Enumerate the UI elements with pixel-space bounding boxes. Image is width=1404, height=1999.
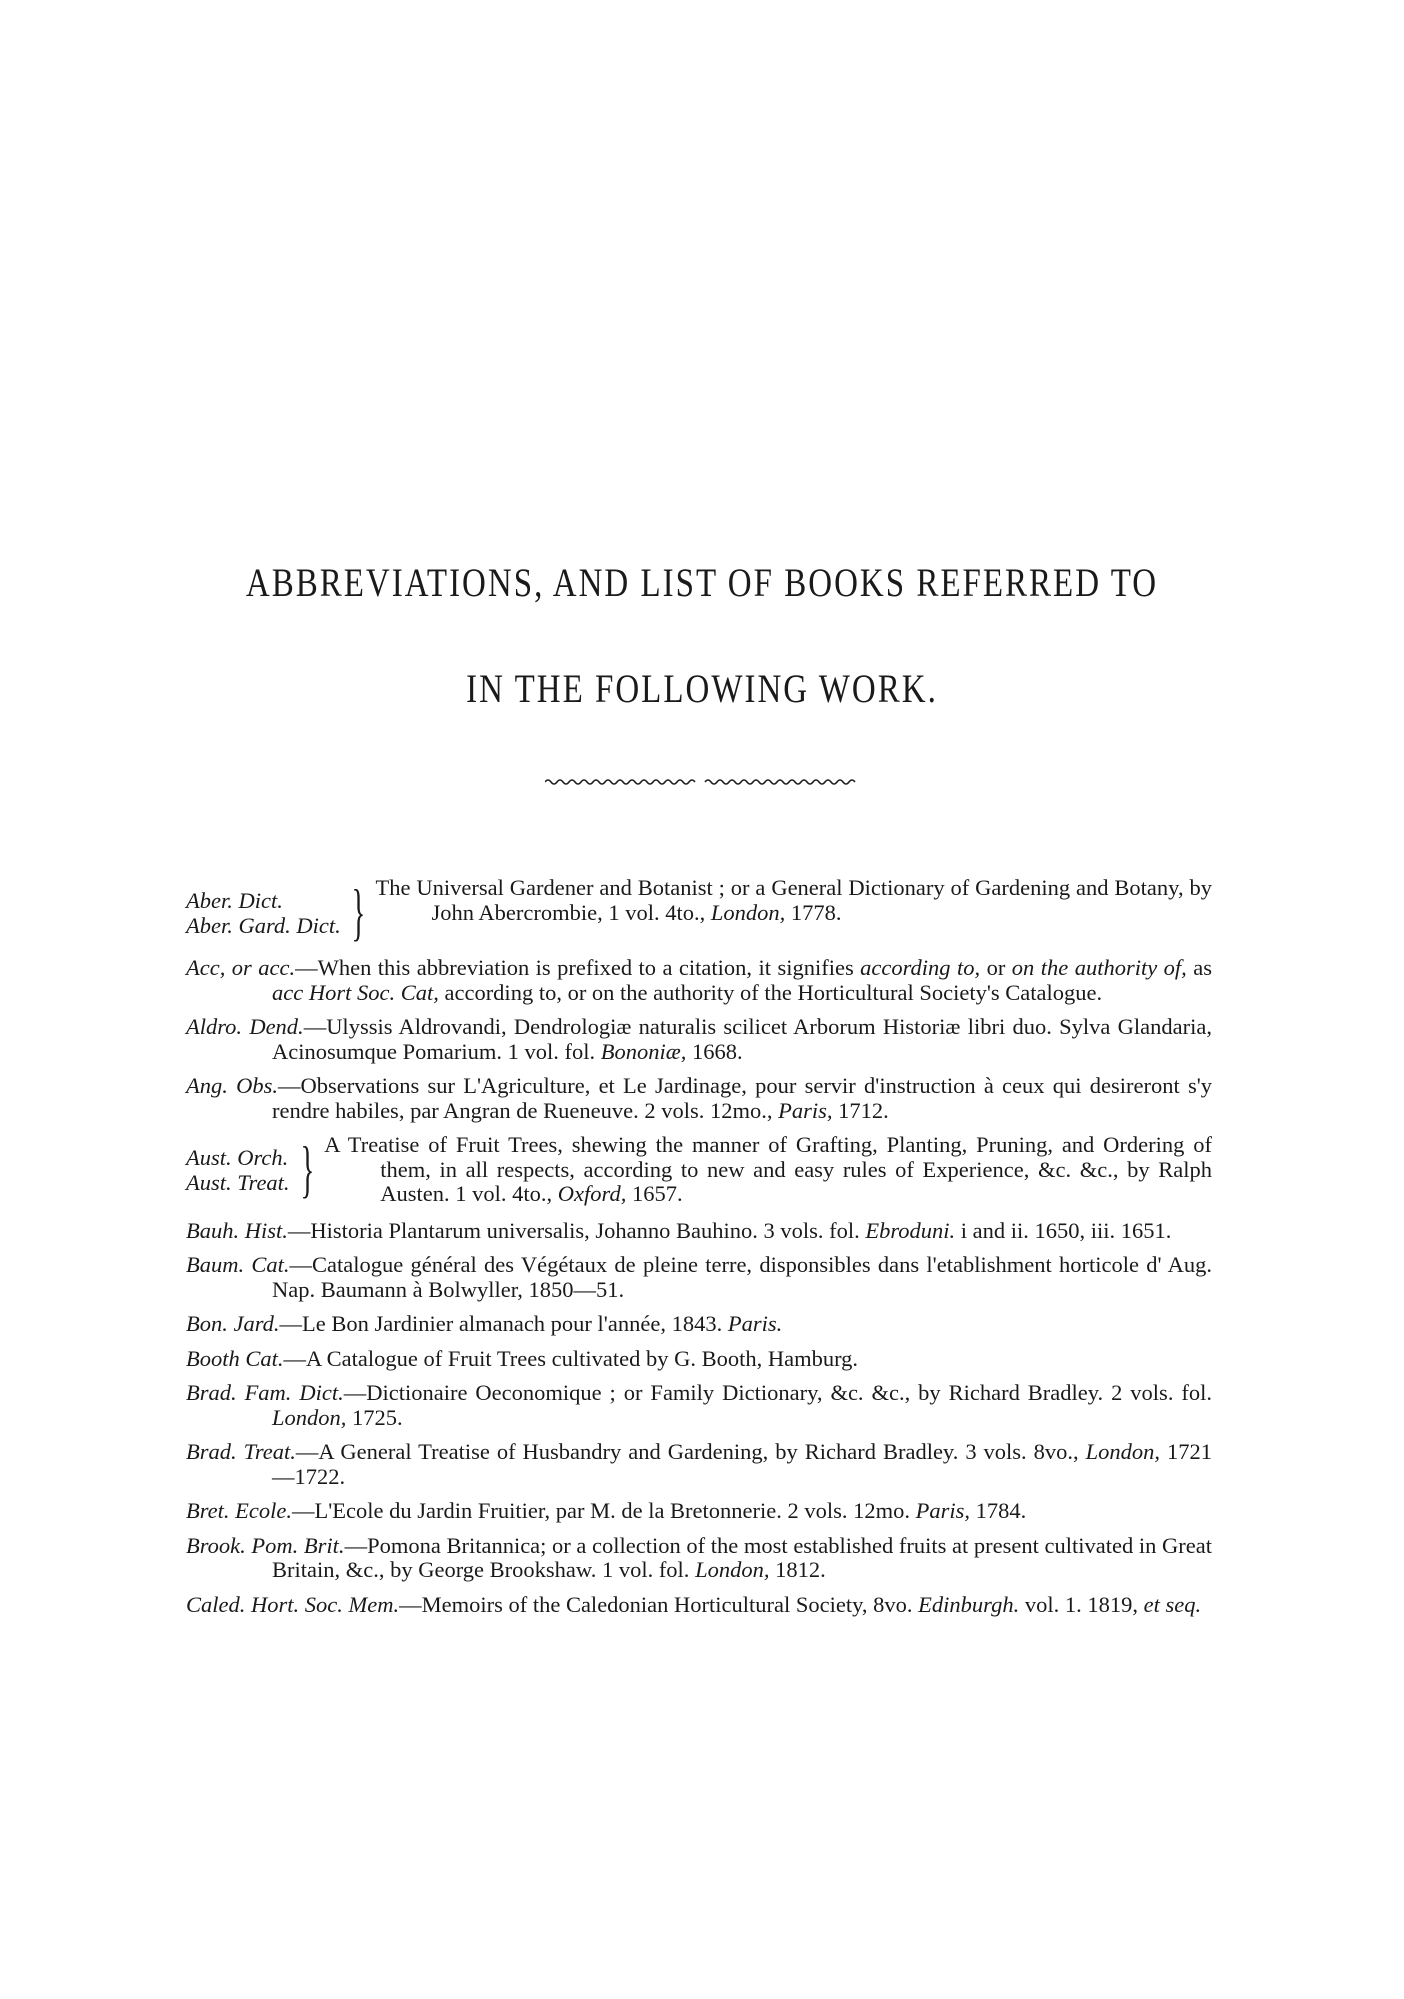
list-item: Baum. Cat.—Catalogue général des Végétaux de pleine terre, disponsibles dans l'etablishment horticole d' Aug. Nap. Baumann à Bolwyller, 1850—51. [186, 1252, 1212, 1302]
list-item: Acc, or acc.—When this abbreviation is prefixed to a citation, it signifies according to, or on the authority of, as acc Hort Soc. Cat, according to, or on the authority of the Horticultural Society's Catalogue. [186, 955, 1212, 1005]
entry-place: Oxford, [557, 1181, 627, 1206]
entry-abbreviation: Caled. Hort. Soc. Mem. [186, 1591, 400, 1617]
list-item: Bon. Jard.—Le Bon Jardinier almanach pour l'année, 1843. Paris. [186, 1311, 783, 1336]
brace-icon: } [351, 876, 366, 947]
wavy-rule-ornament [545, 776, 859, 788]
entry-text: Le Bon Jardinier almanach pour l'année, 1843. [302, 1311, 728, 1336]
list-item [186, 1133, 1212, 1207]
entry-place: Paris, [915, 1498, 971, 1523]
entry-text: Catalogue général des Végétaux de pleine terre, disponsibles dans l'etablishment horticole d' Aug. Nap. Baumann à Bolwyller, 1850—51. [272, 1252, 1212, 1302]
entry-year: 1725. [346, 1404, 403, 1430]
entry-abbreviation: Aber. Dict. [186, 888, 283, 913]
entry-abbreviation: Brook. Pom. Brit. [186, 1532, 345, 1558]
entry-abbreviation: Brad. Fam. Dict. [186, 1380, 344, 1405]
entry-year: 1712. [832, 1097, 889, 1123]
page-title-line-2: IN THE FOLLOWING WORK. [466, 668, 938, 713]
entry-text: L'Ecole du Jardin Fruitier, par M. de la Bretonnerie. 2 vols. 12mo. [314, 1498, 916, 1523]
entry-text: according to, or on the authority of the Horticultural Society's Catalogue. [438, 979, 1103, 1005]
entry-year: 1721—1722. [272, 1439, 1213, 1489]
entry-text: A Catalogue of Fruit Trees cultivated by G. Booth, Hamburg. [306, 1345, 859, 1371]
page-title-line-1: ABBREVIATIONS, AND LIST OF BOOKS REFERRED TO [245, 562, 1159, 607]
list-item: Aldro. Dend.—Ulyssis Aldrovandi, Dendrologiæ naturalis scilicet Arborum Historiæ libri duo. Sylva Glandaria, Acinosumque Pomarium. 1 vol. fol. Bononiæ, 1668. [186, 1014, 1212, 1064]
entry-place: London, [1085, 1439, 1161, 1464]
entry-place: Paris, [778, 1097, 833, 1123]
entry-text: Historia Plantarum universalis, Johanno Bauhino. 3 vols. fol. [310, 1217, 866, 1243]
entry-year: 1784. [970, 1498, 1027, 1523]
entry-abbreviation: Bauh. Hist. [186, 1217, 288, 1243]
list-item: Caled. Hort. Soc. Mem.—Memoirs of the Caledonian Horticultural Society, 8vo. Edinburgh. vol. 1. 1819, et seq. [186, 1591, 1202, 1617]
entry-place: Edinburgh. [918, 1591, 1020, 1617]
entry-text: Memoirs of the Caledonian Horticultural Society, 8vo. [421, 1591, 919, 1617]
entry-description [324, 1133, 1212, 1207]
entry-abbreviation: Bon. Jard. [186, 1311, 280, 1336]
list-item: Bauh. Hist.—Historia Plantarum universalis, Johanno Bauhino. 3 vols. fol. Ebroduni. i and ii. 1650, iii. 1651. [186, 1217, 1172, 1243]
entry-abbreviations [186, 1133, 290, 1195]
entry-abbreviation: Aldro. Dend. [186, 1014, 304, 1039]
entry-emphasis: acc Hort Soc. Cat, [272, 979, 439, 1005]
brace-icon: } [300, 1133, 314, 1204]
entry-abbreviation: Bret. Ecole. [186, 1498, 292, 1523]
entry-text: Dictionaire Oeconomique ; or Family Dictionary, &c. &c., by Richard Bradley. 2 vols. fol. [366, 1380, 1213, 1405]
entry-year: 1668. [686, 1038, 743, 1064]
entry-year: vol. 1. 1819, [1019, 1591, 1144, 1617]
list-item: Bret. Ecole.—L'Ecole du Jardin Fruitier, par M. de la Bretonnerie. 2 vols. 12mo. Paris, 1784. [186, 1498, 1027, 1523]
list-item: Booth Cat.—A Catalogue of Fruit Trees cultivated by G. Booth, Hamburg. [186, 1345, 859, 1371]
list-item: Brook. Pom. Brit.—Pomona Britannica; or a collection of the most established fruits at present cultivated in Great Britain, &c., by George Brookshaw. 1 vol. fol. London, 1812. [186, 1532, 1213, 1582]
list-item: Brad. Fam. Dict.—Dictionaire Oeconomique ; or Family Dictionary, &c. &c., by Richard Bradley. 2 vols. fol. London, 1725. [186, 1380, 1213, 1430]
entry-place: Paris. [727, 1311, 783, 1336]
entry-emphasis: according to, [860, 955, 981, 980]
entry-year: 1812. [769, 1557, 826, 1582]
abbreviation-list [186, 876, 1212, 1627]
entry-text: or [980, 955, 1012, 980]
entry-place: Bononiæ, [600, 1038, 687, 1064]
entry-abbreviation: Aust. Treat. [186, 1169, 290, 1195]
list-item: Brad. Treat.—A General Treatise of Husbandry and Gardening, by Richard Bradley. 3 vols. 8vo., London, 1721—1722. [186, 1439, 1213, 1489]
list-item [186, 875, 1212, 947]
entry-abbreviation: Baum. Cat. [186, 1252, 290, 1277]
entry-abbreviation: Booth Cat. [186, 1345, 284, 1371]
entry-year: i and ii. 1650, iii. 1651. [955, 1217, 1172, 1243]
entry-place: Ebroduni. [865, 1217, 956, 1243]
entry-text: When this abbreviation is prefixed to a citation, it signifies [317, 955, 861, 980]
entry-text: A Treatise of Fruit Trees, shewing the manner of Grafting, Planting, Pruning, and Ordering of them, in all respects, according to new and easy rules of Experience, &c. &c., by Ralph Austen. 1 vol. 4to., [324, 1132, 1212, 1206]
entry-text: The Universal Gardener and Botanist ; or a General Dictionary of Gardening and Botany, by John Abercrombie, 1 vol. 4to., [375, 875, 1212, 925]
entry-abbreviation: Acc, or acc. [186, 955, 296, 980]
entry-abbreviation: Aber. Gard. Dict. [186, 912, 341, 938]
list-item: Ang. Obs.—Observations sur L'Agriculture, et Le Jardinage, pour servir d'instruction à ceux qui desireront s'y rendre habiles, par Angran de Rueneuve. 2 vols. 12mo., Paris, 1712. [186, 1073, 1213, 1123]
entry-year: 1657. [626, 1181, 683, 1206]
entry-abbreviation: Aust. Orch. [186, 1145, 289, 1170]
entry-text: A General Treatise of Husbandry and Gardening, by Richard Bradley. 3 vols. 8vo., [318, 1439, 1086, 1464]
entry-year: 1778. [785, 899, 842, 925]
entry-place: London, [695, 1557, 770, 1582]
entry-text: Observations sur L'Agriculture, et Le Jardinage, pour servir d'instruction à ceux qui desireront s'y rendre habiles, par Angran de Rueneuve. 2 vols. 12mo., [272, 1073, 1213, 1123]
entry-abbreviation: Ang. Obs. [186, 1073, 278, 1098]
entry-text: as [1186, 955, 1212, 980]
entry-place: London, [272, 1404, 347, 1430]
entry-description [376, 876, 1213, 925]
entry-place: London, [710, 899, 786, 925]
entry-abbreviation: Brad. Treat. [186, 1439, 296, 1464]
entry-emphasis: et seq. [1143, 1591, 1202, 1617]
entry-text: Ulyssis Aldrovandi, Dendrologiæ naturalis scilicet Arborum Historiæ libri duo. Sylva Glandaria, Acinosumque Pomarium. 1 vol. fol. [272, 1014, 1212, 1064]
entry-abbreviations [186, 876, 341, 938]
entry-emphasis: on the authority of, [1011, 955, 1187, 980]
entry-text: Pomona Britannica; or a collection of the most established fruits at present cultivated in Great Britain, &c., by George Brookshaw. 1 vol. fol. [272, 1532, 1213, 1582]
